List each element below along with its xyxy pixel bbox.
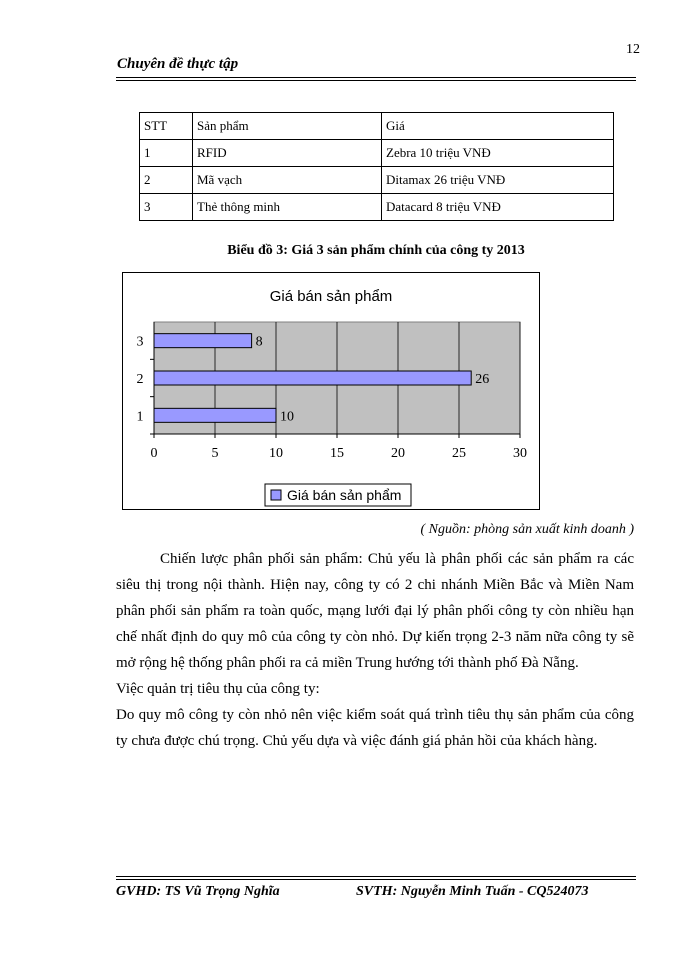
paragraph-sales-control: Do quy mô công ty còn nhỏ nên việc kiểm soát quá trình tiêu thụ sản phẩm của công ty chưa được chú trọng. Chủ yếu dựa và việc đánh giá phản hồi của khách hàng. — [116, 707, 634, 749]
price-table — [139, 112, 614, 221]
table-row — [140, 167, 614, 194]
header-title: Chuyên đề thực tập — [117, 56, 239, 72]
table-row — [140, 194, 614, 221]
bar-data-label: 8 — [255, 334, 263, 350]
legend-swatch — [271, 490, 281, 500]
x-tick-label: 15 — [330, 446, 344, 461]
table-cell: Sản phẩm — [193, 113, 382, 140]
footer-student: SVTH: Nguyễn Minh Tuấn - CQ524073 — [356, 884, 589, 899]
table-cell: Giá — [382, 113, 614, 140]
x-tick-label: 10 — [269, 446, 283, 461]
x-tick-label: 30 — [513, 446, 527, 461]
table-cell: Thẻ thông minh — [193, 194, 382, 221]
bar-data-label: 10 — [280, 409, 294, 425]
table-cell: 1 — [140, 140, 193, 167]
table-header-row — [140, 113, 614, 140]
chart-title: Giá bán sản phẩm — [269, 288, 393, 305]
footer-rule — [116, 876, 636, 877]
table-cell: Mã vạch — [193, 167, 382, 194]
table-cell: RFID — [193, 140, 382, 167]
table-cell: Ditamax 26 triệu VNĐ — [382, 167, 614, 194]
bar-chart — [122, 272, 540, 510]
bar-data-label: 26 — [475, 372, 490, 387]
footer-supervisor: GVHD: TS Vũ Trọng Nghĩa — [116, 884, 280, 899]
y-tick-label: 2 — [136, 372, 144, 387]
table-cell: STT — [140, 113, 193, 140]
table-cell: 3 — [140, 194, 193, 221]
x-tick-label: 5 — [211, 446, 219, 461]
header-rule-thin — [116, 80, 636, 81]
table-cell: Zebra 10 triệu VNĐ — [382, 140, 614, 167]
page-number: 12 — [626, 42, 640, 57]
source-note: ( Nguồn: phòng sản xuất kinh doanh ) — [420, 522, 634, 537]
table-cell: Datacard 8 triệu VNĐ — [382, 194, 614, 221]
table-row — [140, 140, 614, 167]
bar — [154, 408, 276, 422]
header-rule — [116, 77, 636, 78]
chart-caption: Biểu đồ 3: Giá 3 sản phẩm chính của công ty 2013 — [227, 243, 525, 258]
paragraph-heading-sales: Việc quản trị tiêu thụ của công ty: — [116, 681, 320, 697]
legend-label: Giá bán sản phẩm — [287, 487, 402, 503]
x-tick-label: 25 — [452, 446, 466, 461]
table-cell: 2 — [140, 167, 193, 194]
paragraph-distribution: Chiến lược phân phối sản phẩm: Chủ yếu là phân phối các sản phẩm ra các siêu thị trong nội thành. Hiện nay, công ty có 2 chi nhánh Miền Bắc và Miền Nam phân phối sản phẩm ra toàn quốc, mạng lưới đại lý phân phối công ty còn nhiều hạn chế nhất định do quy mô của công ty còn nhỏ. Dự kiến trọng 2-3 năm nữa công ty sẽ mở rộng hệ thống phân phối ra cả miền Trung hướng tới thành phố Đà Nẵng. — [116, 551, 634, 671]
bar — [154, 371, 471, 385]
x-tick-label: 0 — [150, 446, 158, 461]
x-tick-label: 20 — [391, 446, 405, 461]
bar — [154, 334, 252, 348]
y-tick-label: 1 — [136, 409, 144, 425]
y-tick-label: 3 — [136, 334, 144, 350]
footer-rule-thin — [116, 879, 636, 880]
